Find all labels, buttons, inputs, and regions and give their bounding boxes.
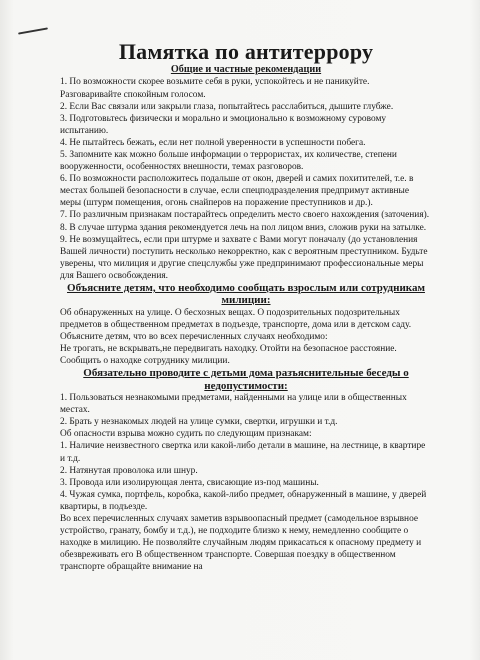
paragraph: 3. Провода или изолирующая лента, свисающие из-под машины.	[60, 477, 319, 488]
paragraph: 3. Подготовьтесь физически и морально и эмоционально к возможному суровому испытанию.	[60, 113, 387, 136]
section-heading-children-report: Объясните детям, что необходимо сообщать взрослым или сотрудникам милиции:	[67, 282, 425, 307]
paragraph: 7. По различным признакам постарайтесь определить место своего нахождения (заточения).	[60, 210, 430, 221]
paragraph: Не трогать, не вскрывать,не передвигать находку. Отойти на безопасное расстояние. Сообщить о находке сотруднику милиции.	[60, 344, 397, 367]
document-body	[60, 40, 432, 574]
section-heading-general: Общие и частные рекомендации	[170, 64, 322, 75]
paragraph: 9. Не возмущайтесь, если при штурме и захвате с Вами могут поначалу (до установления Вашей личности) поступить несколько некорректно, как с вероятным преступником. Будьте уверены, что милиция и другие спецслужбы уже предпринимают профессиональные меры для Вашего освобождения.	[60, 234, 428, 281]
paragraph: 2. Брать у незнакомых людей на улице сумки, свертки, игрушки и т.д.	[60, 417, 338, 428]
paragraph: 4. Чужая сумка, портфель, коробка, какой-либо предмет, обнаруженный в машине, у дверей квартиры, в подъезде.	[60, 489, 427, 512]
paragraph: 5. Запомните как можно больше информации о террористах, их количестве, степени вооруженности, особенностях внешности, темах разговоров.	[60, 149, 397, 173]
paragraph: 6. По возможности расположитесь подальше от окон, дверей и самих похитителей, т.е. в местах большей безопасности в случае, если спецподразделения предпримут активные меры (штурм помещения, огонь снайперов на поражение преступников и др.).	[60, 174, 414, 209]
paragraph: Об опасности взрыва можно судить по следующим признакам:	[60, 429, 312, 440]
paragraph: 1. По возможности скорее возьмите себя в руки, успокойтесь и не паникуйте. Разговаривайте спокойным голосом.	[60, 77, 370, 100]
document-title: Памятка по антитеррору	[118, 39, 374, 64]
paragraph: Во всех перечисленных случаях заметив взрывоопасный предмет (самодельное взрывное устройство, гранату, бомбу и т.д.), не подходите близко к нему, немедленно сообщите о находке в милицию. Не позволяйте случайным людям прикасаться к опасному предмету и обезвреживать его В общественном транспорте. Совершая поездку в общественном транспорте обращайте внимание на	[60, 514, 422, 573]
paragraph: 2. Если Вас связали или закрыли глаза, попытайтесь расслабиться, дышите глубже.	[60, 101, 394, 112]
paragraph: 2. Натянутая проволока или шнур.	[60, 465, 198, 476]
paragraph: Объясните детям, что во всех перечисленных случаях необходимо:	[60, 332, 328, 342]
section-heading-talks: Обязательно проводите с детьми дома разъяснительные беседы о недопустимости:	[83, 367, 409, 392]
paragraph: 1. Наличие неизвестного свертка или какой-либо детали в машине, на лестнице, в квартире и т.д.	[60, 441, 426, 464]
paragraph: 1. Пользоваться незнакомыми предметами, найденными на улице или в общественных местах.	[60, 393, 407, 416]
paragraph: 4. Не пытайтесь бежать, если нет полной уверенности в успешности побега.	[60, 137, 366, 148]
paragraph: 8. В случае штурма здания рекомендуется лечь на пол лицом вниз, сложив руки на затылке.	[60, 222, 427, 233]
pen-mark	[18, 27, 48, 34]
paragraph: Об обнаруженных на улице. О бесхозных вещах. О подозрительных подозрительных предметов в общественном предметах в подъезде, транспорте, дома или в детском саду.	[60, 307, 412, 330]
